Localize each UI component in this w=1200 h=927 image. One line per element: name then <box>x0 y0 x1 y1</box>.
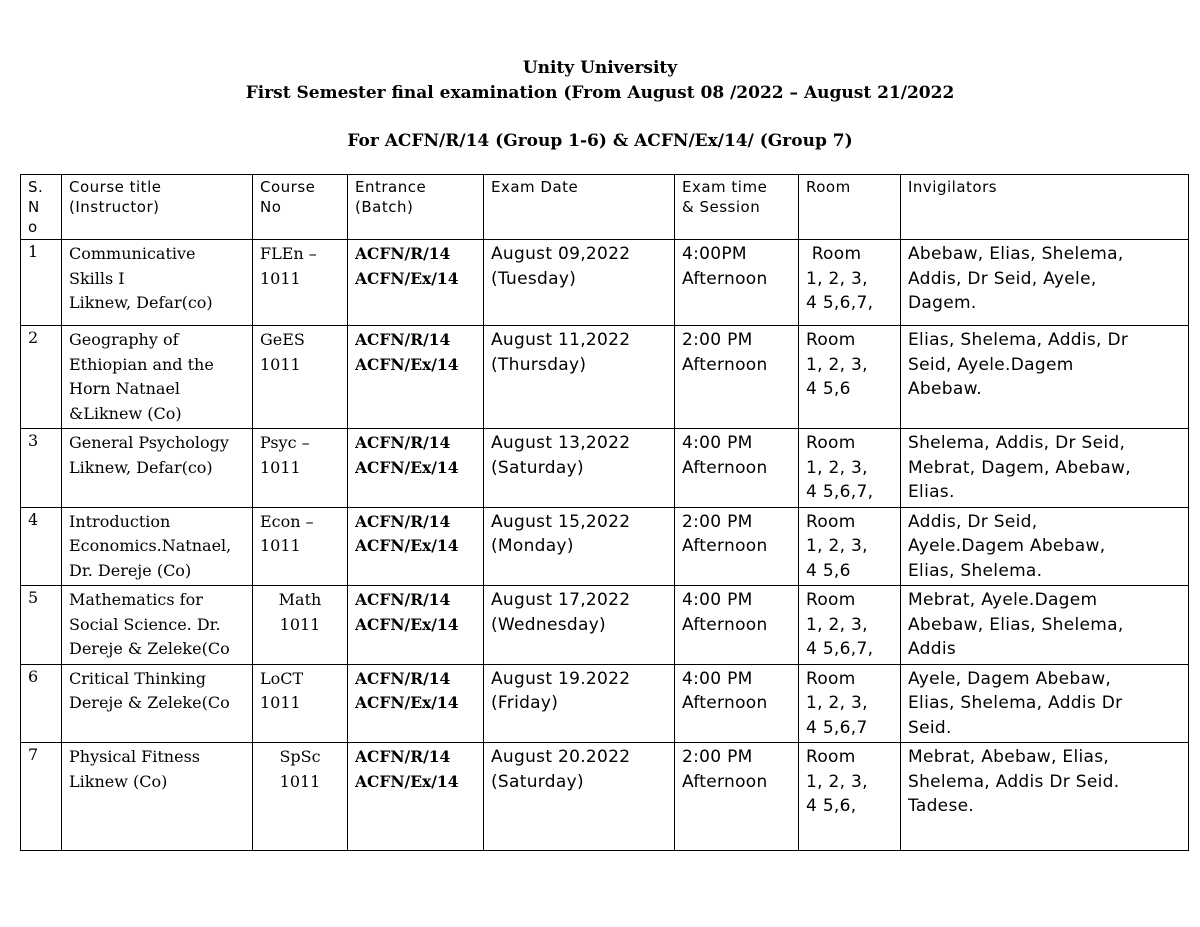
cell-line: ACFN/Ex/14 <box>355 771 459 791</box>
header-exam-time <box>675 175 799 240</box>
cell-course-no <box>253 664 348 743</box>
cell-line: Addis, Dr Seid, <box>908 511 1038 532</box>
table-row <box>21 429 1189 508</box>
cell-line: Addis <box>908 639 956 659</box>
cell-sno: 5 <box>21 586 62 665</box>
cell-line: 2:00 PM <box>682 747 753 767</box>
cell-line: 2:00 PM <box>682 330 753 350</box>
header-line: Invigilators <box>908 178 998 196</box>
cell-line: Shelema, Addis Dr Seid. <box>908 771 1120 792</box>
cell-line: Abebaw, Elias, Shelema, <box>908 614 1124 635</box>
cell-sno: 3 <box>21 429 62 508</box>
cell-sno: 2 <box>21 326 62 429</box>
cell-line: 1, 2, 3, <box>806 268 868 289</box>
cell-line: Room <box>806 590 856 610</box>
cell-line: 4:00PM <box>682 244 747 264</box>
cell-line: Afternoon <box>682 693 768 713</box>
cell-exam-date <box>484 664 675 743</box>
header-line: & Session <box>682 198 761 216</box>
cell-line: Mebrat, Dagem, Abebaw, <box>908 457 1131 478</box>
cell-course-title <box>62 240 253 326</box>
cell-room <box>799 586 901 665</box>
cell-sno: 1 <box>21 240 62 326</box>
cell-line: Communicative <box>69 244 196 263</box>
cell-line: Afternoon <box>682 457 768 478</box>
cell-course-title <box>62 743 253 851</box>
cell-invigilators <box>901 240 1189 326</box>
cell-batch <box>348 240 484 326</box>
cell-line: August 17,2022 <box>491 590 631 610</box>
cell-line: Afternoon <box>682 771 768 792</box>
cell-exam-date <box>484 586 675 665</box>
cell-line: GeES <box>260 330 305 349</box>
cell-line: Room <box>806 668 856 689</box>
cell-invigilators <box>901 326 1189 429</box>
cell-batch <box>348 586 484 665</box>
cell-course-no <box>253 326 348 429</box>
header-entrance <box>348 175 484 240</box>
table-header-row <box>21 175 1189 240</box>
cell-batch <box>348 743 484 851</box>
header-line: Entrance <box>355 178 427 196</box>
cell-line: Physical Fitness <box>69 747 200 766</box>
cell-line: August 09,2022 <box>491 244 631 264</box>
exam-schedule-table <box>20 174 1189 851</box>
cell-line: 1011 <box>260 457 301 477</box>
cell-sno: 6 <box>21 664 62 743</box>
cell-line: 1011 <box>260 693 301 712</box>
cell-line: ACFN/Ex/14 <box>355 693 459 712</box>
cell-line: ACFN/Ex/14 <box>355 614 459 634</box>
cell-line: 4 5,6,7, <box>806 293 874 313</box>
cell-line: ACFN/Ex/14 <box>355 268 459 288</box>
cell-line: Room <box>806 433 856 453</box>
cell-line: Addis, Dr Seid, Ayele, <box>908 268 1097 289</box>
cell-line: (Tuesday) <box>491 268 577 289</box>
cell-line: August 19.2022 <box>491 668 631 689</box>
cell-line: Ayele.Dagem Abebaw, <box>908 536 1106 556</box>
cell-line: Liknew, Defar(co) <box>69 457 213 477</box>
cell-line: Elias, Shelema, Addis, Dr <box>908 330 1129 350</box>
header-course-no <box>253 175 348 240</box>
cell-invigilators <box>901 664 1189 743</box>
cell-line: ACFN/Ex/14 <box>355 354 459 374</box>
header-line: Room <box>806 178 851 196</box>
cell-course-title <box>62 586 253 665</box>
cell-course-title <box>62 429 253 508</box>
header-invigilators <box>901 175 1189 240</box>
cell-exam-time <box>675 240 799 326</box>
cell-line: Mebrat, Ayele.Dagem <box>908 590 1098 610</box>
cell-course-no <box>253 743 348 851</box>
cell-line: Seid, Ayele.Dagem <box>908 354 1074 375</box>
cell-course-title <box>62 507 253 586</box>
cell-line: 1, 2, 3, <box>806 771 868 792</box>
table-row <box>21 664 1189 743</box>
table-row <box>21 586 1189 665</box>
cell-line: Shelema, Addis, Dr Seid, <box>908 433 1126 453</box>
cell-line: LoCT <box>260 668 304 688</box>
cell-line: Critical Thinking <box>69 668 207 688</box>
cell-line: 1011 <box>279 614 321 634</box>
cell-line: ACFN/R/14 <box>355 433 451 452</box>
cell-line: Ethiopian and the <box>69 354 214 374</box>
header-course-title <box>62 175 253 240</box>
group-subtitle: For ACFN/R/14 (Group 1-6) & ACFN/Ex/14/ (Group 7) <box>347 131 853 151</box>
cell-line: SpSc <box>279 747 321 766</box>
cell-line: 1011 <box>260 354 301 374</box>
cell-line: Liknew (Co) <box>69 771 168 791</box>
cell-line: 1, 2, 3, <box>806 536 868 556</box>
cell-line: 4 5,6,7 <box>806 717 868 738</box>
cell-line: Horn Natnael <box>69 379 181 398</box>
cell-line: 4 5,6, <box>806 796 857 816</box>
cell-invigilators <box>901 743 1189 851</box>
cell-exam-date <box>484 326 675 429</box>
table-row <box>21 507 1189 586</box>
cell-line: ACFN/Ex/14 <box>355 536 459 555</box>
header-line: Course title <box>69 178 162 196</box>
cell-room <box>799 664 901 743</box>
cell-line: 1011 <box>260 536 301 555</box>
header-exam-date <box>484 175 675 240</box>
cell-line: Abebaw, Elias, Shelema, <box>908 244 1124 264</box>
cell-line: 1, 2, 3, <box>806 614 868 635</box>
cell-exam-time <box>675 743 799 851</box>
cell-line: 4 5,6 <box>806 379 851 399</box>
cell-course-title <box>62 664 253 743</box>
cell-exam-time <box>675 429 799 508</box>
cell-line: Afternoon <box>682 354 768 375</box>
cell-sno: 7 <box>21 743 62 851</box>
cell-sno: 4 <box>21 507 62 586</box>
header-line: (Batch) <box>355 198 414 216</box>
cell-invigilators <box>901 429 1189 508</box>
table-row <box>21 326 1189 429</box>
cell-line: (Friday) <box>491 693 559 713</box>
cell-line: Elias. <box>908 482 955 502</box>
cell-line: Economics.Natnael, <box>69 536 232 555</box>
cell-room <box>799 507 901 586</box>
cell-line: 1, 2, 3, <box>806 693 868 713</box>
cell-line: Tadese. <box>908 796 975 816</box>
header-line: (Instructor) <box>69 198 160 216</box>
cell-exam-time <box>675 586 799 665</box>
cell-line: Room <box>806 330 856 350</box>
cell-line: (Thursday) <box>491 354 587 375</box>
cell-line: ACFN/R/14 <box>355 330 451 349</box>
cell-course-no <box>253 240 348 326</box>
cell-line: August 11,2022 <box>491 330 631 350</box>
cell-line: ACFN/R/14 <box>355 590 451 609</box>
cell-line: 4 5,6,7, <box>806 639 874 659</box>
cell-room <box>799 429 901 508</box>
cell-line: Liknew, Defar(co) <box>69 293 213 312</box>
cell-line: Dereje & Zeleke(Co <box>69 639 230 658</box>
cell-line: August 20.2022 <box>491 747 631 767</box>
cell-line: Econ – <box>260 511 314 531</box>
header-sno <box>21 175 62 240</box>
cell-line: Dr. Dereje (Co) <box>69 560 192 580</box>
cell-line: 1, 2, 3, <box>806 354 868 375</box>
cell-invigilators <box>901 586 1189 665</box>
cell-line: 4:00 PM <box>682 433 753 453</box>
header-line: o <box>28 218 38 236</box>
cell-line: 4 5,6,7, <box>806 482 874 502</box>
header-line: Exam Date <box>491 178 579 196</box>
cell-room <box>799 326 901 429</box>
cell-line: 4 5,6 <box>806 560 851 581</box>
table-row <box>21 743 1189 851</box>
cell-line: Dagem. <box>908 293 977 313</box>
cell-line: 1011 <box>279 771 321 791</box>
cell-line: Seid. <box>908 717 952 738</box>
cell-batch <box>348 429 484 508</box>
cell-line: 4:00 PM <box>682 590 753 610</box>
cell-line: Math <box>278 590 322 609</box>
university-name: Unity University <box>522 58 678 78</box>
cell-course-no <box>253 507 348 586</box>
cell-exam-time <box>675 326 799 429</box>
cell-line: ACFN/R/14 <box>355 747 451 766</box>
cell-course-no <box>253 429 348 508</box>
cell-line: 4:00 PM <box>682 668 753 689</box>
cell-room <box>799 743 901 851</box>
cell-line: Social Science. Dr. <box>69 614 221 634</box>
header-room <box>799 175 901 240</box>
cell-batch <box>348 664 484 743</box>
cell-line: (Wednesday) <box>491 614 606 635</box>
cell-invigilators <box>901 507 1189 586</box>
cell-line: Geography of <box>69 330 179 349</box>
cell-line: 1, 2, 3, <box>806 457 868 478</box>
header-line: No <box>260 198 282 216</box>
cell-line: Room <box>806 747 856 767</box>
cell-line: Room <box>806 244 862 264</box>
cell-line: ACFN/Ex/14 <box>355 457 459 477</box>
cell-line: (Saturday) <box>491 771 584 792</box>
cell-line: Afternoon <box>682 268 768 289</box>
cell-line: Psyc – <box>260 433 310 452</box>
cell-exam-date <box>484 743 675 851</box>
cell-batch <box>348 507 484 586</box>
cell-course-no <box>253 586 348 665</box>
cell-line: General Psychology <box>69 433 229 452</box>
cell-line: Afternoon <box>682 614 768 635</box>
cell-line: 2:00 PM <box>682 511 753 532</box>
cell-batch <box>348 326 484 429</box>
cell-line: Elias, Shelema, Addis Dr <box>908 693 1123 713</box>
cell-line: ACFN/R/14 <box>355 244 451 263</box>
header-line: Exam time <box>682 178 768 196</box>
header-line: S. <box>28 178 44 196</box>
cell-line: Mathematics for <box>69 590 203 609</box>
cell-line: Dereje & Zeleke(Co <box>69 693 230 712</box>
cell-line: (Saturday) <box>491 457 584 478</box>
table-row <box>21 240 1189 326</box>
cell-line: (Monday) <box>491 536 574 556</box>
cell-exam-date <box>484 429 675 508</box>
cell-exam-time <box>675 507 799 586</box>
cell-line: August 15,2022 <box>491 511 631 532</box>
cell-line: &Liknew (Co) <box>69 403 182 423</box>
cell-line: Afternoon <box>682 536 768 556</box>
cell-line: Mebrat, Abebaw, Elias, <box>908 747 1110 767</box>
exam-title: First Semester final examination (From August 08 /2022 – August 21/2022 <box>245 83 955 103</box>
cell-room <box>799 240 901 326</box>
cell-line: Ayele, Dagem Abebaw, <box>908 668 1112 689</box>
header-line: Course <box>260 178 316 196</box>
cell-exam-time <box>675 664 799 743</box>
cell-line: ACFN/R/14 <box>355 511 451 531</box>
cell-course-title <box>62 326 253 429</box>
cell-exam-date <box>484 240 675 326</box>
cell-line: Introduction <box>69 511 171 531</box>
cell-line: Room <box>806 511 856 532</box>
cell-line: Abebaw. <box>908 379 982 399</box>
cell-line: ACFN/R/14 <box>355 668 451 688</box>
cell-exam-date <box>484 507 675 586</box>
cell-line: August 13,2022 <box>491 433 631 453</box>
cell-line: Skills I <box>69 268 125 288</box>
header-line: N <box>28 198 40 216</box>
cell-line: FLEn – <box>260 244 317 263</box>
cell-line: 1011 <box>260 268 301 288</box>
cell-line: Elias, Shelema. <box>908 560 1043 581</box>
